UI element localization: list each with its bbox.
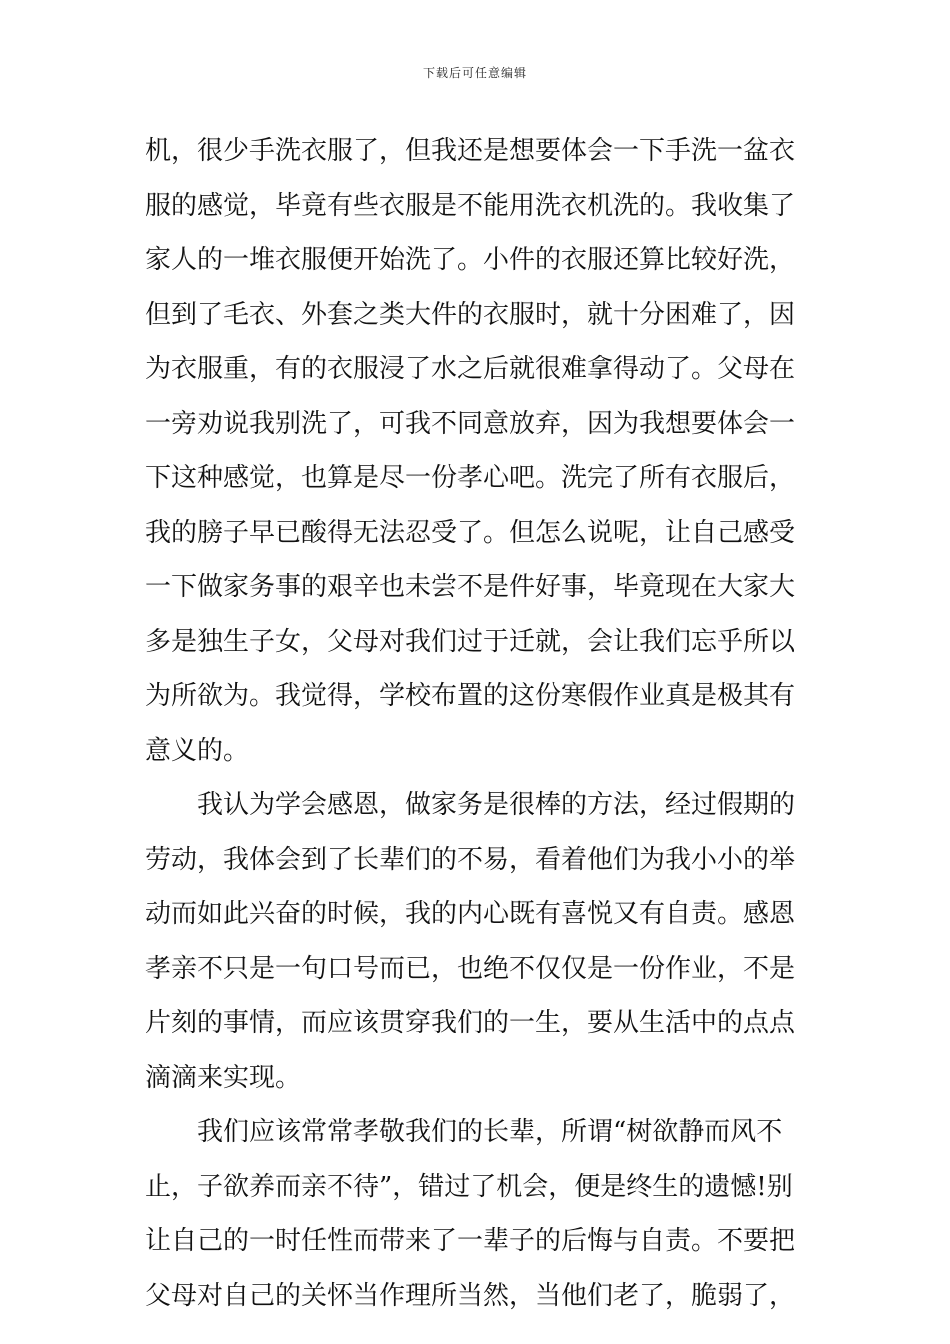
text-line: 孝亲不只是一句口号而已，也绝不仅仅是一份作业，不是 xyxy=(145,953,796,984)
text-line: 但到了毛衣、外套之类大件的衣服时，就十分困难了，因 xyxy=(145,299,796,330)
text-line: 滴滴来实现。 xyxy=(145,1062,302,1093)
text-line: 劳动，我体会到了长辈们的不易，看着他们为我小小的举 xyxy=(145,844,796,875)
text-line: 动而如此兴奋的时候，我的内心既有喜悦又有自责。感恩 xyxy=(145,899,796,929)
text-line: 下这种感觉，也算是尽一份孝心吧。洗完了所有衣服后， xyxy=(145,463,796,493)
text-line: 服的感觉，毕竟有些衣服是不能用洗衣机洗的。我收集了 xyxy=(145,190,796,221)
text-line: 意义的。 xyxy=(145,735,250,766)
text-line: 多是独生子女，父母对我们过于迁就，会让我们忘乎所以 xyxy=(145,626,796,657)
text-line: 片刻的事情，而应该贯穿我们的一生，要从生活中的点点 xyxy=(145,1008,796,1038)
text-line: 家人的一堆衣服便开始洗了。小件的衣服还算比较好洗， xyxy=(145,245,796,275)
text-line: 止，子欲养而亲不待”，错过了机会，便是终生的遗憾!别 xyxy=(145,1171,793,1202)
text-line: 为衣服重，有的衣服浸了水之后就很难拿得动了。父母在 xyxy=(145,354,796,384)
text-line: 我认为学会感恩，做家务是很棒的方法，经过假期的 xyxy=(145,790,796,820)
text-line: 一下做家务事的艰辛也未尝不是件好事，毕竟现在大家大 xyxy=(145,572,796,602)
body-text xyxy=(145,124,825,1323)
text-line: 一旁劝说我别洗了，可我不同意放弃，因为我想要体会一 xyxy=(145,408,796,439)
text-line: 我的膀子早已酸得无法忍受了。但怎么说呢，让自己感受 xyxy=(145,517,796,548)
text-line: 为所欲为。我觉得，学校布置的这份寒假作业真是极其有 xyxy=(145,681,796,711)
text-line: 父母对自己的关怀当作理所当然，当他们老了，脆弱了， xyxy=(145,1280,796,1311)
text-line: 机，很少手洗衣服了，但我还是想要体会一下手洗一盆衣 xyxy=(145,136,796,166)
page-header: 下载后可任意编辑 xyxy=(422,66,527,80)
text-line: 让自己的一时任性而带来了一辈子的后悔与自责。不要把 xyxy=(145,1226,796,1256)
text-line: 我们应该常常孝敬我们的长辈，所谓“树欲静而风不 xyxy=(145,1117,783,1147)
